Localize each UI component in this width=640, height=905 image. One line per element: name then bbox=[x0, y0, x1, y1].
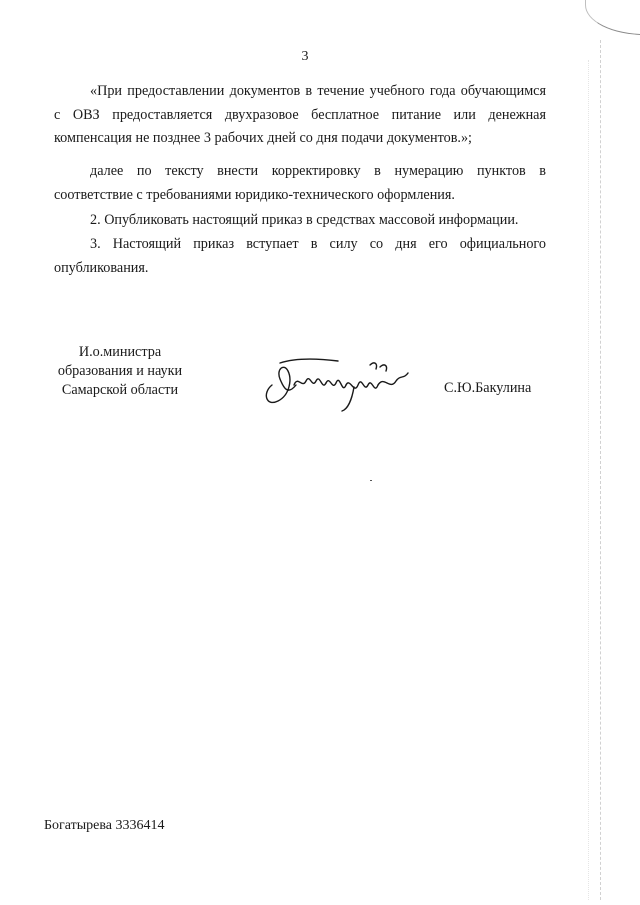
paragraph-line: компенсация не позднее 3 рабочих дней со дня подачи документов.»; bbox=[54, 130, 472, 146]
signer-title-line: Самарской области bbox=[61, 382, 179, 398]
scan-edge-line bbox=[600, 40, 601, 900]
paragraph-line-text: «При предоставлении документов в течение учебного года обучающимся bbox=[90, 83, 546, 99]
paragraph-item-2 bbox=[54, 209, 546, 233]
paragraph-line-text: далее по тексту внести корректировку в нумерацию пунктов в bbox=[90, 163, 546, 179]
paragraph-line-text: 3. Настоящий приказ вступает в силу со дня его официального bbox=[90, 236, 546, 252]
paragraph-line bbox=[54, 160, 546, 184]
paragraph-amendment-quote bbox=[54, 80, 546, 151]
handwritten-signature bbox=[258, 355, 428, 417]
signer-title-line: И.о.министра bbox=[78, 344, 162, 360]
scan-speck bbox=[370, 480, 372, 481]
signer-title-block bbox=[50, 343, 190, 400]
scan-edge-line-secondary bbox=[588, 60, 589, 900]
paragraph-line bbox=[54, 233, 546, 257]
paragraph-line: опубликования. bbox=[54, 259, 149, 276]
page-corner-fold bbox=[585, 0, 640, 35]
paragraph-line bbox=[54, 80, 546, 104]
paragraph-line bbox=[54, 209, 546, 233]
page-number: 3 bbox=[301, 49, 309, 64]
signer-name: С.Ю.Бакулина bbox=[444, 380, 532, 396]
paragraph-line: с ОВЗ предоставляется двухразовое бесплатное питание или денежная bbox=[54, 106, 546, 123]
signer-title-line: образования и науки bbox=[57, 363, 183, 379]
executor-contact: Богатырева 3336414 bbox=[44, 818, 165, 833]
paragraph-line: соответствие с требованиями юридико-технического оформления. bbox=[54, 186, 455, 203]
paragraph-line-text: 2. Опубликовать настоящий приказ в средствах массовой информации. bbox=[90, 212, 519, 228]
paragraph-renumbering bbox=[54, 160, 546, 207]
paragraph-item-3 bbox=[54, 233, 546, 280]
